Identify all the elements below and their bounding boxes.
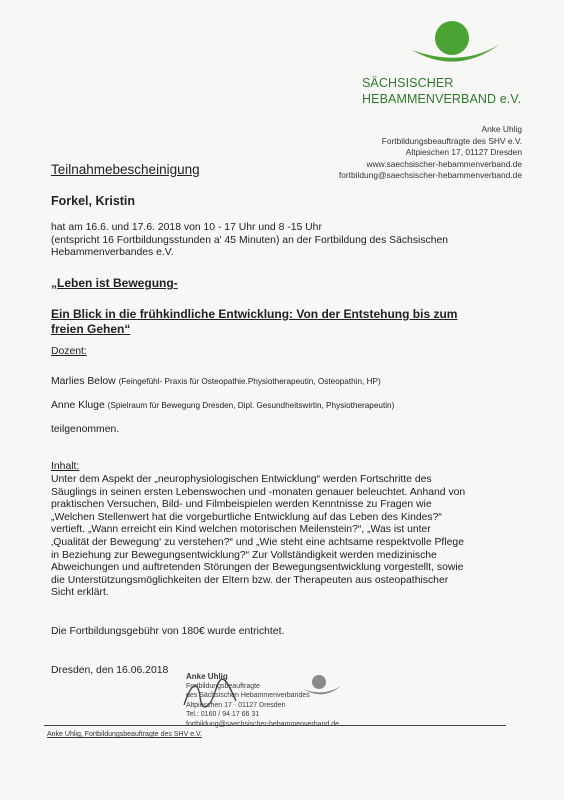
- org-name-line1: SÄCHSISCHER: [362, 76, 454, 90]
- content-line: Säuglings in seinen ersten Lebenswochen und -monaten genauer beleuchtet. Anhand von: [51, 486, 466, 498]
- lecturer-label: Dozent:: [51, 346, 87, 357]
- stamp-name: Anke Uhlig: [186, 672, 228, 681]
- content-line: ‚Qualität der Bewegung‘ zu verstehen?“ und „Wie steht eine achtsame respektvolle Pflege: [51, 536, 464, 548]
- org-name-line2: HEBAMMENVERBAND e.V.: [362, 92, 522, 106]
- course-subtitle-line: Ein Blick in die frühkindliche Entwicklung: Von der Entstehung bis zum: [51, 307, 458, 321]
- content-line: praktischen Versuchen, Bild- und Filmbeispielen werden Kenntnisse zu Fragen wie: [51, 499, 432, 511]
- content-line: Sicht erklärt.: [51, 587, 109, 599]
- footer-text: Anke Uhlig, Fortbildungsbeauftragte des SHV e.V.: [47, 731, 203, 738]
- content-line: Abweichungen und auftretenden Störungen der Bewegungsentwicklung vorgestellt, sowie: [51, 562, 464, 574]
- content-line: vertieft. „Wann erreicht ein Kind welchen motorischen Meilenstein?“, „Was ist unter: [51, 524, 431, 536]
- contact-address: Altpieschen 17, 01127 Dresden: [405, 147, 522, 158]
- lecturer-1-detail: (Feingefühl- Praxis für Osteopathie.Physiotherapeutin, Osteopathin, HP): [118, 377, 381, 386]
- contact-web: www.saechsischer-hebammenverband.de: [366, 158, 522, 169]
- stamp-line: Altpieschen 17 · 01127 Dresden: [186, 701, 286, 709]
- lecturer-2: [51, 400, 521, 413]
- contact-email: fortbildung@saechsischer-hebammenverband.de: [338, 170, 522, 181]
- content-line: die Unterstützungsmöglichkeiten der Eltern bzw. der Therapeuten aus osteopathischer: [51, 574, 449, 586]
- content-line: Unter dem Aspekt der „neurophysiologischen Entwicklung“ werden Fortschritte des: [51, 474, 432, 485]
- course-title: „Leben ist Bewegung-: [51, 276, 178, 290]
- content-label: Inhalt:: [51, 461, 80, 472]
- fee-text: Die Fortbildungsgebühr von 180€ wurde entrichtet.: [51, 626, 285, 637]
- content-text: [51, 474, 521, 600]
- org-logo: [360, 18, 550, 110]
- lecturer-1: [51, 376, 521, 389]
- participant-name: Forkel, Kristin: [51, 194, 136, 208]
- lecturer-2-name: Anne Kluge: [51, 400, 105, 411]
- attendance-line: Hebammenverbandes e.V.: [51, 247, 174, 259]
- content-line: „Welchen Stellenwert hat die vorgeburtliche Entwicklung auf das Leben des Kindes?“: [51, 511, 442, 523]
- course-subtitle: [51, 307, 521, 337]
- lecturer-2-detail: (Spielraum für Bewegung Dresden, Dipl. Gesundheitswirtin, Physiotherapeutin): [107, 401, 395, 410]
- stamp-line: des Sächsischen Hebammenverbandes: [186, 692, 310, 700]
- stamp-line: fortbildung@saechsischer-hebammenverband.de: [186, 720, 340, 728]
- course-subtitle-line: freien Gehen“: [51, 322, 131, 336]
- stamp-line: Tel.: 0160 / 94 17 66 31: [186, 711, 260, 719]
- document-title: Teilnahmebescheinigung: [51, 162, 200, 177]
- attendance-line: hat am 16.6. und 17.6. 2018 von 10 - 17 Uhr und 8 -15 Uhr: [51, 222, 322, 233]
- stamp-logo-icon: [303, 673, 343, 701]
- content-line: in Beziehung zur Bewegungsentwicklung?“ Zur Vollständigkeit werden medizinische: [51, 549, 437, 561]
- attendance-line: (entspricht 16 Fortbildungsstunden a' 45 Minuten) an der Fortbildung des Sächsischen: [51, 234, 449, 246]
- lecturer-1-name: Marlies Below: [51, 376, 116, 387]
- org-logo-icon: [412, 18, 502, 76]
- footer-divider: [44, 725, 506, 726]
- contact-name: Anke Uhlig: [481, 124, 522, 134]
- place-date: Dresden, den 16.06.2018: [51, 665, 169, 676]
- stamp-line: Fortbildungsbeauftragte: [186, 682, 260, 690]
- participated-text: teilgenommen.: [51, 424, 120, 435]
- contact-block: [339, 124, 522, 182]
- attendance-text: [51, 222, 521, 260]
- contact-role: Fortbildungsbeauftragte des SHV e.V.: [381, 135, 522, 146]
